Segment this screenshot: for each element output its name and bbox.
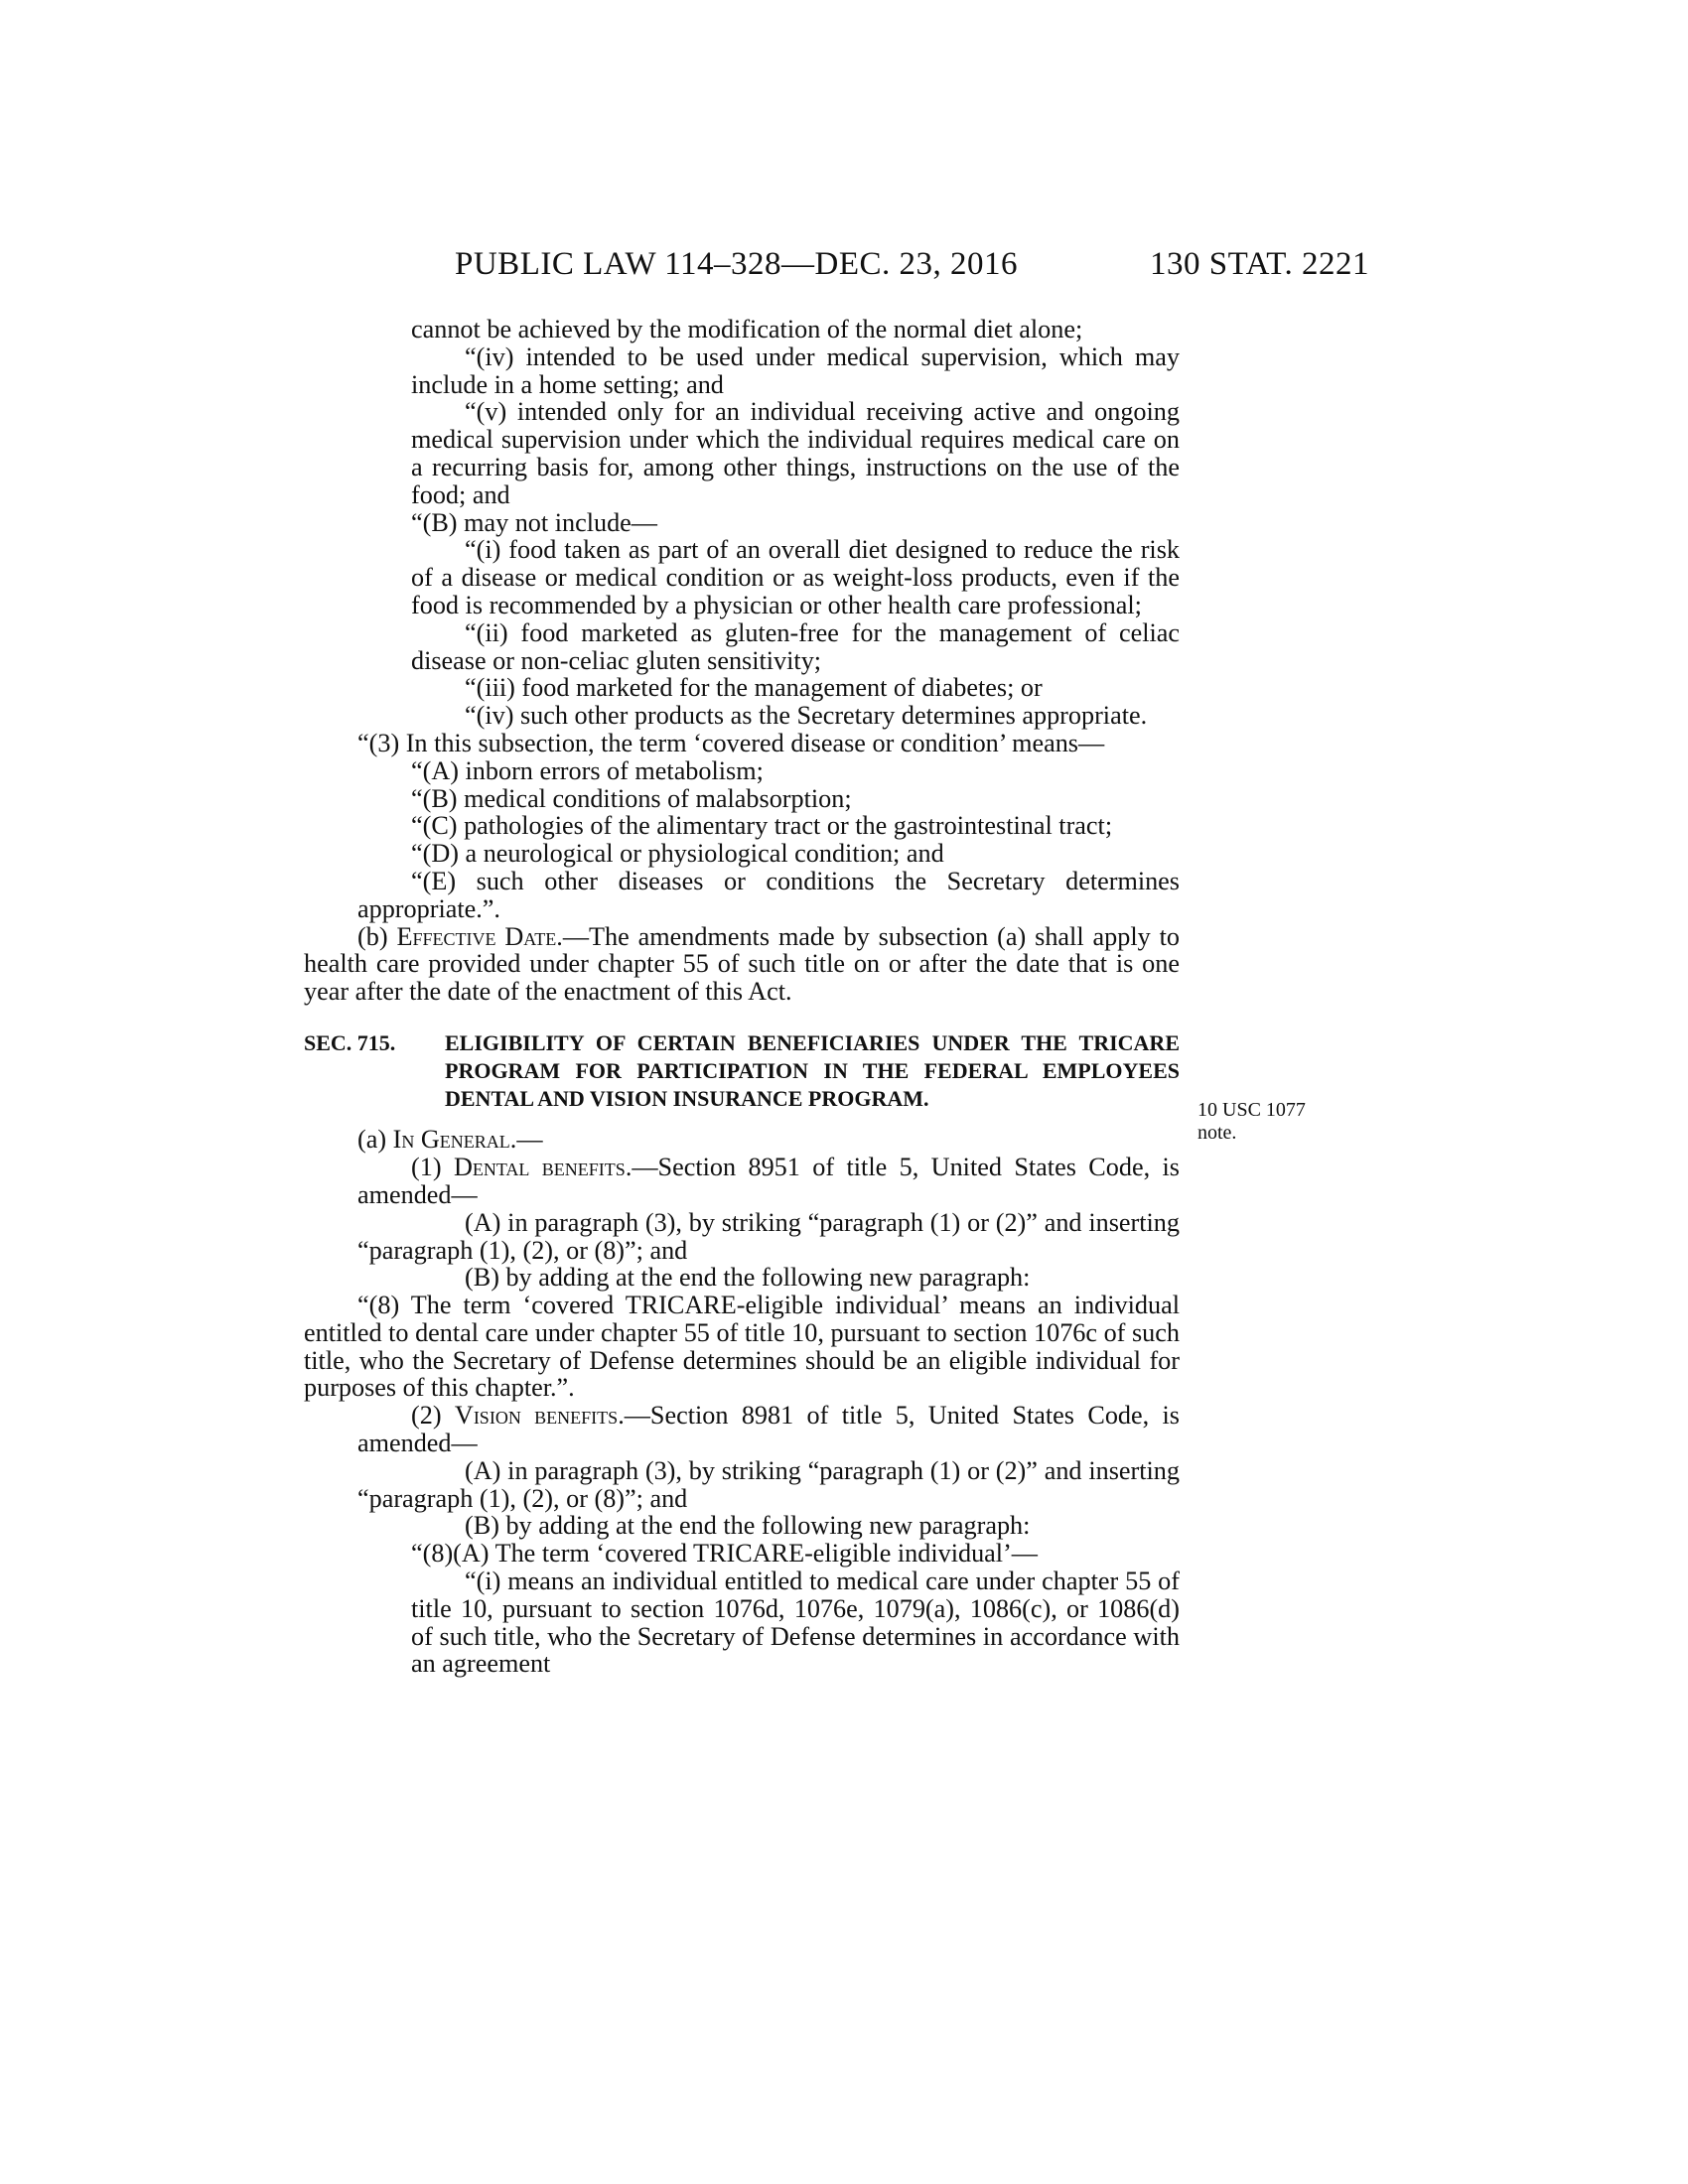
paragraph-i-food-diet: “(i) food taken as part of an overall diet designed to reduce the risk of a disease or medical condition or as weight-loss products, even if the food is recommended by a physician or other health care professional;	[411, 535, 1180, 619]
dental-benefits-text: .—Section 8951 of title 5, United States Code, is amended—	[357, 1153, 1180, 1209]
effective-date-text: .—The amendments made by subsection (a) shall apply to health care provided under chapter 55 of such title on or after the date that is one year after the date of the enactment of this Act.	[304, 921, 1180, 1007]
paragraph-C-pathologies: “(C) pathologies of the alimentary tract or the gastrointestinal tract;	[411, 811, 1113, 841]
paragraph-E-other-diseases: “(E) such other diseases or conditions the Secretary determines appropriate.”.	[357, 866, 1180, 923]
margin-note-citation: 10 USC 1077	[1197, 1099, 1306, 1121]
vision-benefits-label: Vision benefits	[454, 1401, 619, 1431]
paragraph-B-malabsorption: “(B) medical conditions of malabsorption;	[411, 783, 852, 813]
document-body	[304, 316, 1180, 1678]
paragraph-2-vision-benefits	[304, 1402, 1180, 1457]
paragraph-iv-medical-supervision: “(iv) intended to be used under medical supervision, which may include in a home setting; and	[411, 341, 1180, 399]
vision-benefits-text: .—Section 8981 of title 5, United States Code, is amended—	[357, 1401, 1180, 1458]
paragraph-iii-diabetes: “(iii) food marketed for the management of diabetes; or	[465, 673, 1043, 703]
paragraph-2-8A-definition: “(8)(A) The term ‘covered TRICARE-eligible individual’—	[411, 1539, 1038, 1569]
paragraph-1-dental-benefits	[304, 1154, 1180, 1209]
in-general-label: In General	[392, 1125, 510, 1155]
margin-note	[1197, 1099, 1336, 1145]
paragraph-D-neurological: “(D) a neurological or physiological condition; and	[411, 839, 944, 869]
paragraph-1-A-striking: (A) in paragraph (3), by striking “paragraph (1) or (2)” and inserting “paragraph (1), (2), or (8)”; and	[357, 1207, 1180, 1265]
paragraph-v-individual: “(v) intended only for an individual receiving active and ongoing medical supervision under which the individual requires medical care on a recurring basis for, among other things, instructions on the use of the food; and	[411, 397, 1180, 509]
running-header-title: PUBLIC LAW 114–328—DEC. 23, 2016	[455, 246, 1019, 282]
in-general-suffix: .—	[509, 1125, 543, 1155]
in-general-prefix: (a)	[357, 1125, 393, 1155]
paragraph-1-8-definition: “(8) The term ‘covered TRICARE-eligible individual’ means an individual entitled to dental care under chapter 55 of title 10, pursuant to section 1076c of such title, who the Secretary of Defense determines should be an eligible individual for purposes of this chapter.”.	[304, 1291, 1180, 1403]
effective-date-prefix: (b)	[357, 921, 397, 951]
paragraph-1-B-adding: (B) by adding at the end the following new paragraph:	[465, 1263, 1031, 1293]
paragraph-diet-continuation: cannot be achieved by the modification of the normal diet alone;	[411, 315, 1083, 343]
paragraph-2-B-adding: (B) by adding at the end the following new paragraph:	[465, 1511, 1031, 1541]
dental-benefits-label: Dental benefits	[453, 1153, 626, 1182]
paragraph-A-inborn-errors: “(A) inborn errors of metabolism;	[411, 755, 764, 785]
running-header-page-number: 130 STAT. 2221	[1150, 246, 1370, 282]
dental-benefits-prefix: (1)	[411, 1153, 454, 1182]
paragraph-2-A-striking: (A) in paragraph (3), by striking “paragraph (1) or (2)” and inserting “paragraph (1), (2), or (8)”; and	[357, 1455, 1180, 1513]
vision-benefits-prefix: (2)	[411, 1401, 455, 1431]
paragraph-b-effective-date	[304, 923, 1180, 1006]
paragraph-a-in-general	[304, 1126, 1180, 1154]
section-title: ELIGIBILITY OF CERTAIN BENEFICIARIES UNDER THE TRICARE PROGRAM FOR PARTICIPATION IN THE FEDERAL EMPLOYEES DENTAL AND VISION INSURANCE PROGRAM.	[445, 1029, 1180, 1111]
section-number: SEC. 715.	[304, 1029, 396, 1055]
paragraph-2-i-means: “(i) means an individual entitled to medical care under chapter 55 of title 10, pursuant to section 1076d, 1076e, 1079(a), 1086(c), or 1086(d) of such title, who the Secretary of Defense determines in accordance with an agreement	[411, 1567, 1180, 1679]
paragraph-iv-other-products: “(iv) such other products as the Secretary determines appropriate.	[465, 701, 1148, 731]
margin-note-label: note.	[1197, 1122, 1237, 1144]
paragraph-B-may-not-include: “(B) may not include—	[411, 507, 657, 537]
paragraph-3-covered-disease: “(3) In this subsection, the term ‘covered disease or condition’ means—	[357, 728, 1105, 757]
paragraph-ii-gluten-free: “(ii) food marketed as gluten-free for the management of celiac disease or non-celiac gluten sensitivity;	[411, 617, 1180, 675]
section-heading	[304, 1029, 1180, 1112]
effective-date-label: Effective Date	[396, 921, 557, 951]
